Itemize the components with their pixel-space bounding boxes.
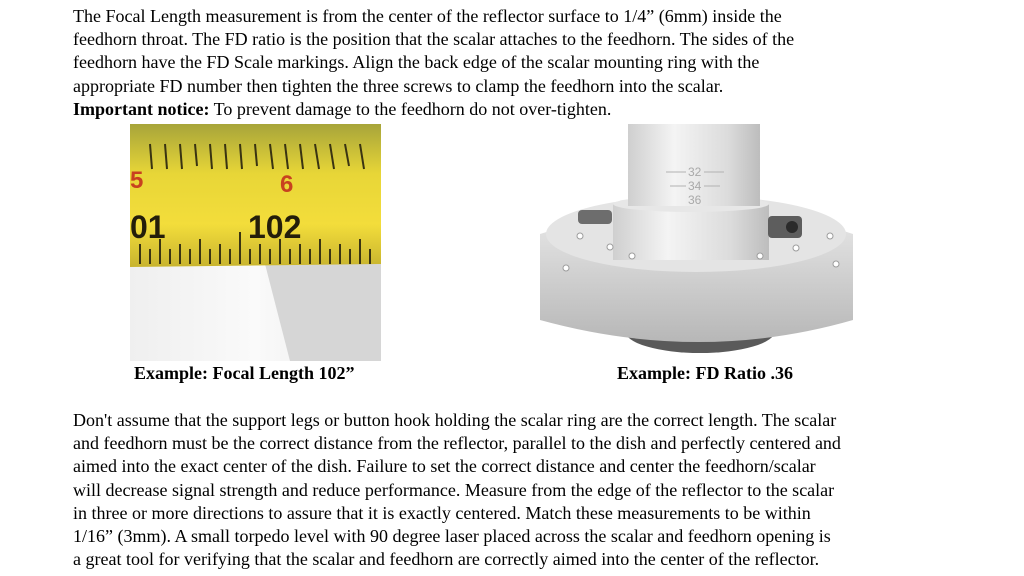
intro-line: feedhorn have the FD Scale markings. Align the back edge of the scalar mounting ring with the [73, 52, 760, 73]
tape-mark-bottom-right: 102 [248, 209, 302, 245]
focal-length-caption: Example: Focal Length 102” [134, 363, 355, 383]
tape-mark-bottom-left: 01 [130, 209, 166, 245]
feedhorn-photo [540, 124, 853, 360]
tape-mark-top-right: 6 [280, 171, 294, 198]
body-paragraph [73, 409, 973, 571]
fd-scale-mark: 32 [688, 165, 702, 179]
body-line: Don't assume that the support legs or button hook holding the scalar ring are the correct length. The scalar [73, 410, 837, 430]
body-line: and feedhorn must be the correct distance from the reflector, parallel to the dish and perfectly centered and [73, 433, 841, 454]
body-line: aimed into the exact center of the dish. Failure to set the correct distance and center the feedhorn/scalar [73, 456, 816, 477]
intro-line: appropriate FD number then tighten the three screws to clamp the feedhorn into the scalar. [73, 75, 724, 96]
notice-label: Important notice: [73, 98, 210, 119]
body-line: in three or more directions to assure that it is exactly centered. Match these measurements to be within [73, 502, 811, 523]
fd-scale-mark: 36 [688, 193, 702, 207]
notice-line [73, 98, 973, 121]
tape-measure-photo [130, 124, 381, 361]
tape-mark-top-left: 5 [130, 167, 144, 194]
body-line: a great tool for verifying that the scalar and feedhorn are correctly aimed into the center of the reflector. [73, 549, 820, 570]
intro-line: The Focal Length measurement is from the center of the reflector surface to 1/4” (6mm) inside the [73, 6, 782, 26]
notice-text: To prevent damage to the feedhorn do not over-tighten. [209, 98, 612, 119]
intro-paragraph [73, 5, 973, 121]
fd-scale-mark: 34 [688, 179, 702, 193]
body-line: 1/16” (3mm). A small torpedo level with 90 degree laser placed across the scalar and feedhorn opening is [73, 526, 831, 547]
intro-line: feedhorn throat. The FD ratio is the position that the scalar attaches to the feedhorn. The sides of the [73, 29, 795, 50]
fd-ratio-caption: Example: FD Ratio .36 [617, 363, 793, 383]
body-line: will decrease signal strength and reduce performance. Measure from the edge of the reflector to the scalar [73, 479, 835, 500]
